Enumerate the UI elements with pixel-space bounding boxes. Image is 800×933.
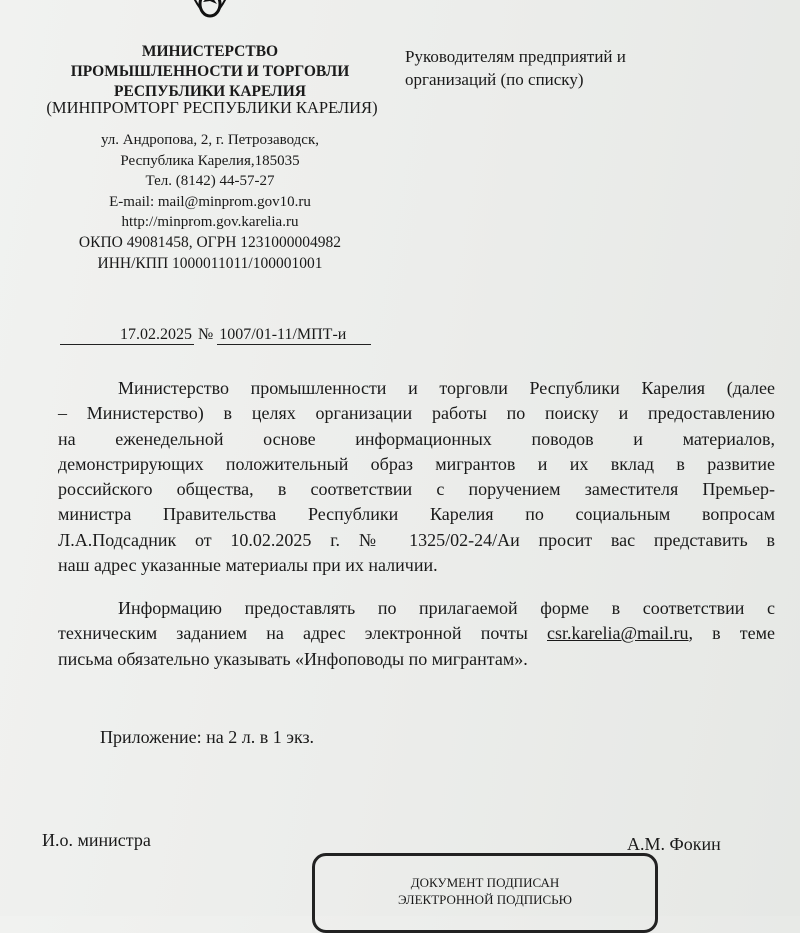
body-paragraph-2 [58, 596, 775, 672]
text-line: Министерство промышленности и торговли Республики Карелия (далее [118, 378, 775, 398]
recipient-line: Руководителям предприятий и [405, 47, 626, 66]
ministry-short-name: (МИНПРОМТОРГ РЕСПУБЛИКИ КАРЕЛИЯ) [46, 98, 378, 117]
signer-name: А.М. Фокин [627, 834, 721, 854]
org-line: ПРОМЫШЛЕННОСТИ И ТОРГОВЛИ [70, 63, 350, 80]
email: E-mail: mail@minprom.gov10.ru [109, 193, 311, 210]
stamp-line: ЭЛЕКТРОННОЙ ПОДПИСЬЮ [398, 892, 572, 907]
text-line: – Министерство) в целях организации работы по поиску и предоставлению [58, 403, 775, 424]
text-segment: техническим заданием на адрес электронной почты [58, 623, 547, 644]
ministry-address [10, 130, 410, 233]
text-line: Л.А.Подсадник от 10.02.2025 г. № 1325/02-24/Аи просит вас представить в [58, 529, 775, 550]
website: http://minprom.gov.karelia.ru [121, 214, 299, 230]
ministry-name [10, 42, 410, 102]
text-line [58, 621, 775, 646]
recipient [405, 45, 626, 91]
phone: Тел. (8142) 44-57-27 [145, 173, 275, 189]
text-line: на еженедельной основе информационных поводов и материалов, [58, 428, 775, 449]
stamp-line: ДОКУМЕНТ ПОДПИСАН [410, 875, 560, 890]
reg-number: 1007/01-11/МПТ-и [217, 326, 371, 345]
ministry-ids [10, 233, 410, 274]
body-paragraph-1 [58, 376, 775, 578]
text-line: письма обязательно указывать «Инфоповоды по мигрантам». [58, 648, 528, 669]
electronic-signature-stamp [312, 853, 658, 933]
text-line: российского общества, в соответствии с поручением заместителя Премьер- [58, 479, 775, 500]
org-line: МИНИСТЕРСТВО [141, 43, 279, 60]
org-line: РЕСПУБЛИКИ КАРЕЛИЯ [114, 83, 306, 100]
number-sign: № [198, 326, 214, 343]
registration-line [60, 326, 371, 345]
contact-email-link[interactable]: csr.karelia@mail.ru [547, 623, 689, 644]
recipient-line: организаций (по списку) [405, 70, 584, 89]
coat-of-arms-emblem-icon [190, 0, 230, 22]
address-line: ул. Андропова, 2, г. Петрозаводск, [100, 132, 320, 148]
address-line: Республика Карелия,185035 [120, 152, 300, 169]
text-line: министра Правительства Республики Карелия по социальным вопросам [58, 504, 775, 525]
okpo-ogrn: ОКПО 49081458, ОГРН 1231000004982 [78, 234, 342, 251]
text-line: демонстрирующих положительный образ мигрантов и их вклад в развитие [58, 453, 775, 474]
reg-date: 17.02.2025 [60, 326, 194, 345]
inn-kpp: ИНН/КПП 1000011011/100001001 [97, 254, 323, 272]
text-line: Информацию предоставлять по прилагаемой форме в соответствии с [118, 598, 775, 618]
text-line: наш адрес указанные материалы при их наличии. [58, 555, 438, 576]
text-segment: , в теме [688, 623, 776, 644]
signer-role: И.о. министра [42, 830, 151, 850]
attachment-note: Приложение: на 2 л. в 1 экз. [100, 727, 315, 747]
